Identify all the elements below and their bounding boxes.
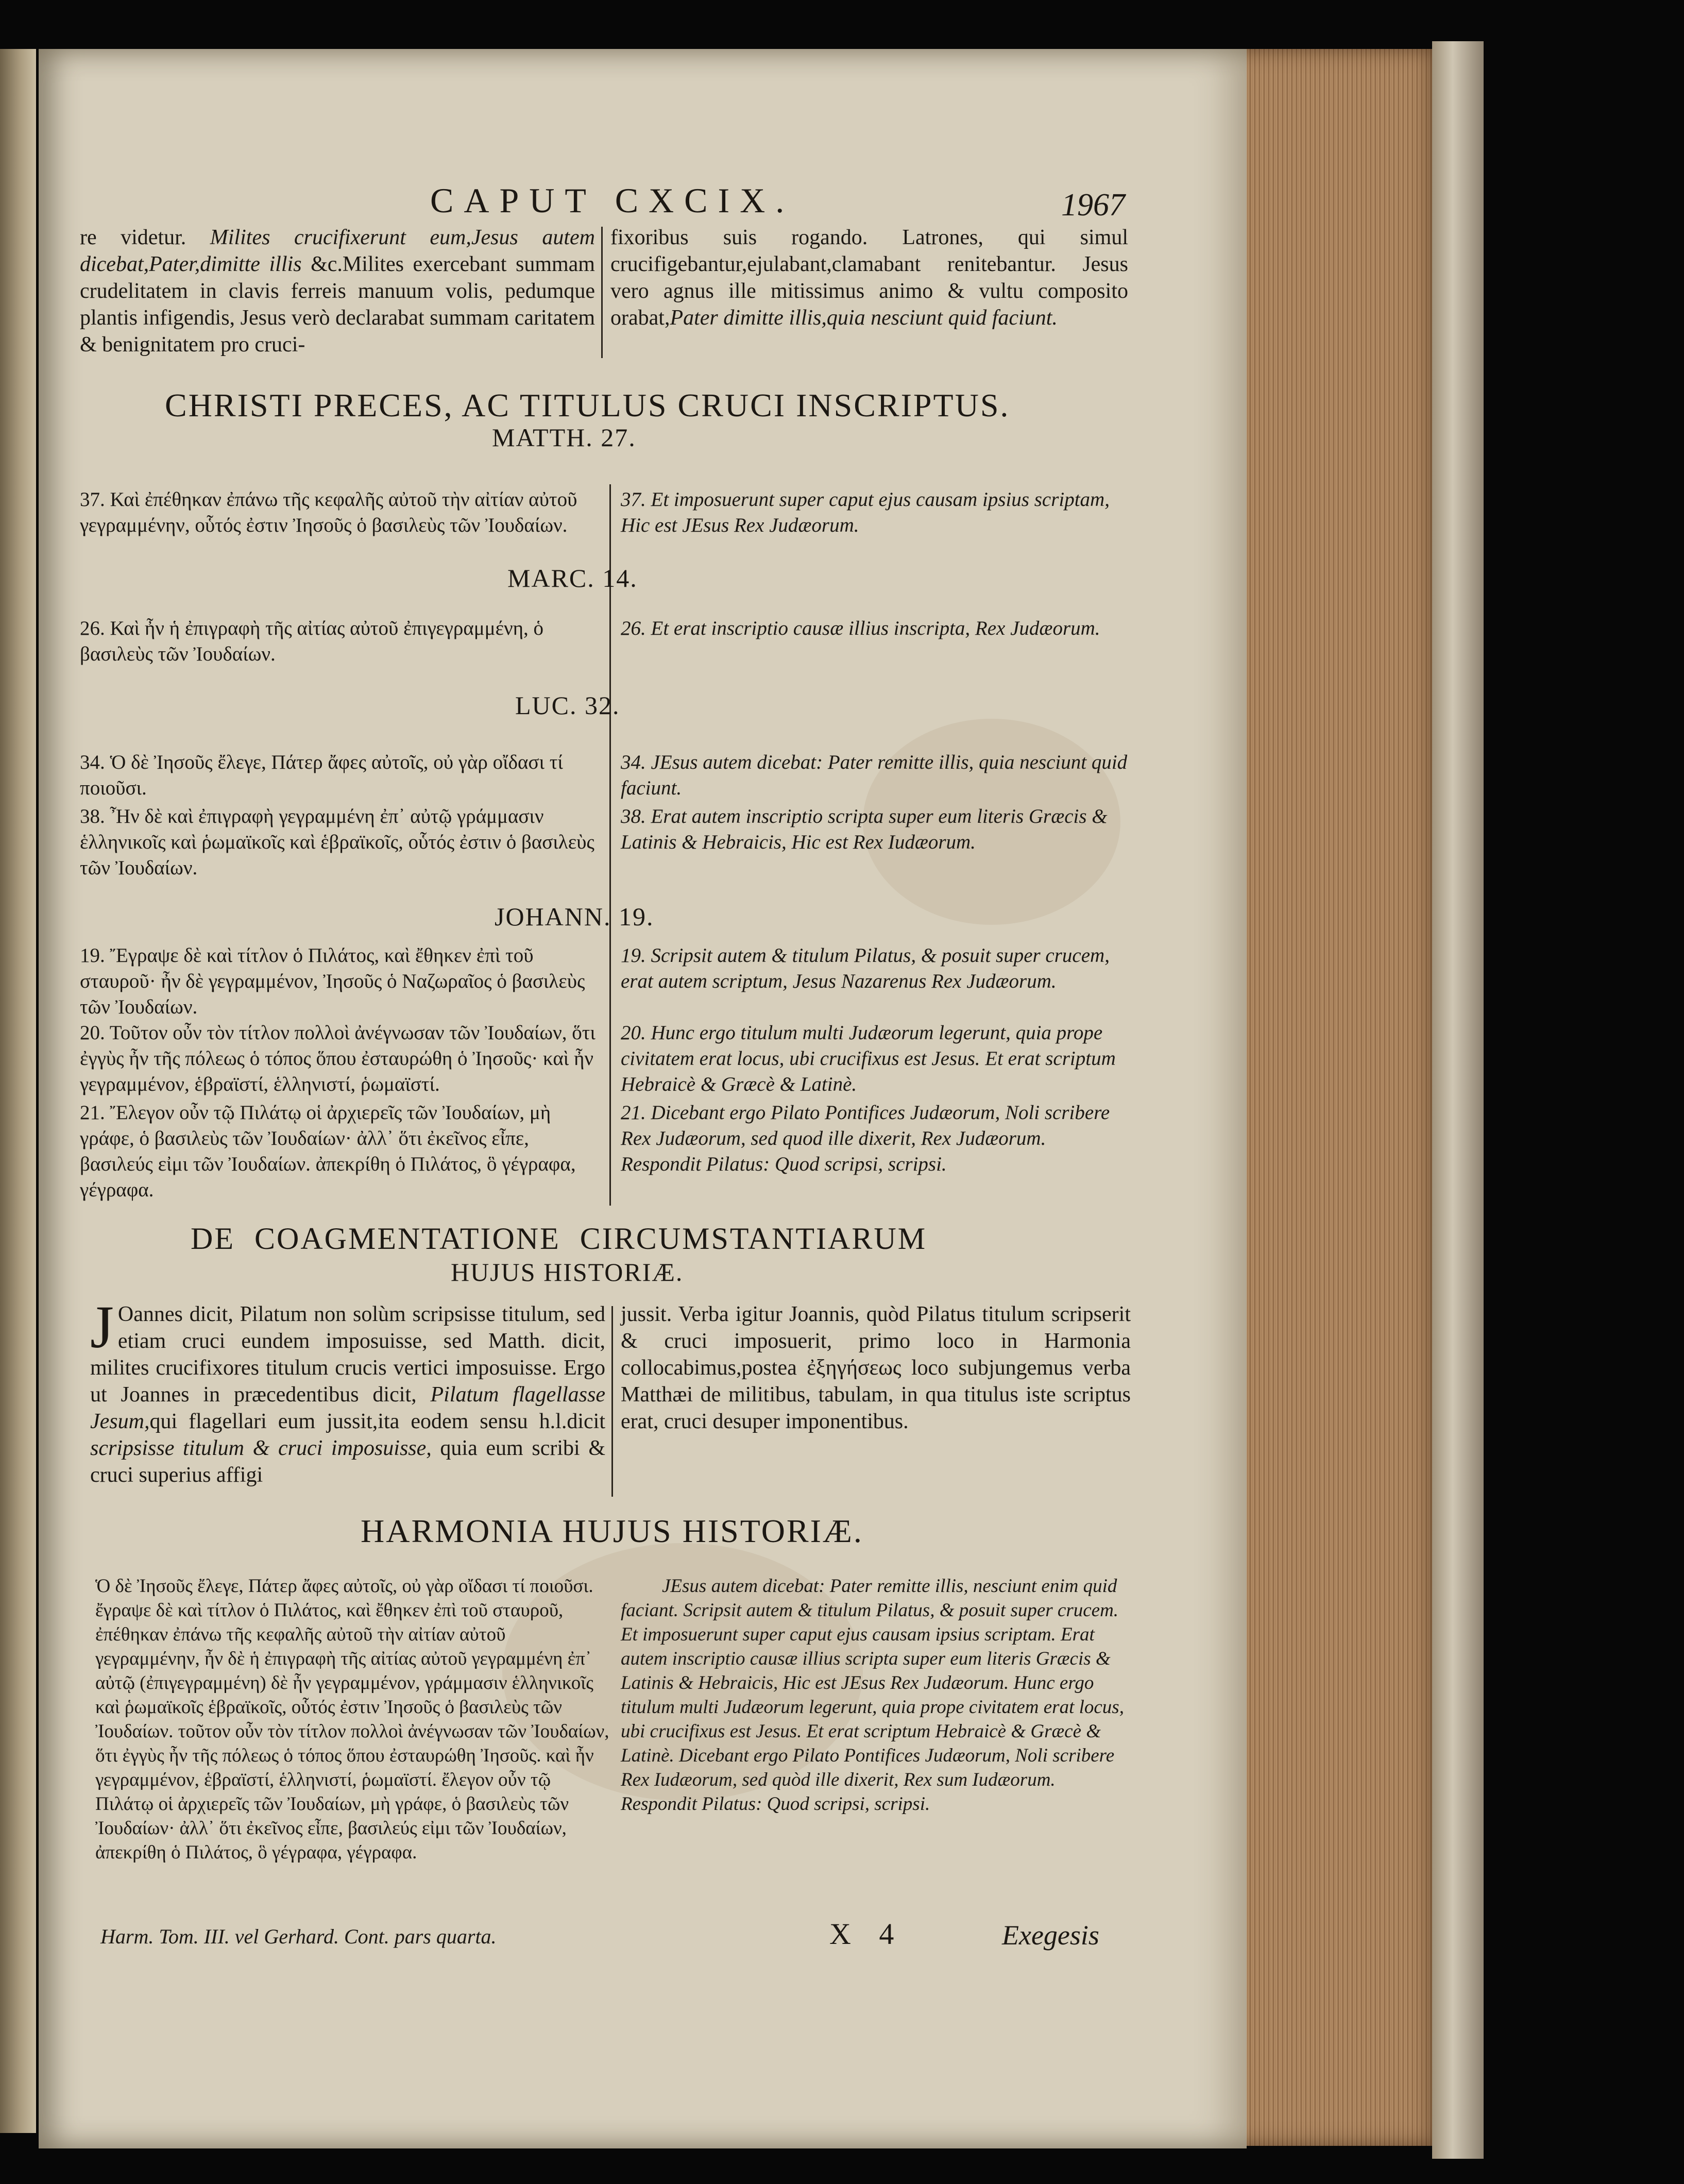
gospel-label-marc: MARC. 14. xyxy=(507,564,638,592)
greek-verse: 20. Τοῦτον οὖν τὸν τίτλον πολλοὶ ἀνέγνωσαν τῶν Ἰουδαίων, ὅτι ἐγγὺς ἦν τῆς πόλεως ὁ τόπος ὅπου ἐσταυρώθη ὁ Ἰησοῦς· καὶ ἦν γεγραμμένον, ἑβραϊστί, ἑλληνιστί, ῥωμαϊστί. xyxy=(80,1022,596,1095)
drop-cap: J xyxy=(90,1293,114,1361)
commentary-right-column: jussit. Verba igitur Joannis, quòd Pilatus titulum scripserit & cruci imposuerit, primo loco in Harmonia collocabimus,postea ἐξηγήσεως loco subjungemus verba Matthæi de militibus, tabulam, in qua titulus iste scriptus erat, cruci desuper imponentibus. xyxy=(621,1302,1131,1433)
section-subheading: HUJUS HISTORIÆ. xyxy=(451,1258,684,1286)
page-number: 1967 xyxy=(1061,188,1125,223)
gospel-label-matth: MATTH. 27. xyxy=(492,423,636,452)
latin-verse: 20. Hunc ergo titulum multi Judæorum legerunt, quia prope civitatem erat locus, ubi crucifixus est Jesus. Et erat scriptum Hebraicè & Græcè & Latinè. xyxy=(621,1022,1116,1095)
left-page-edge xyxy=(0,49,36,2133)
section-heading: HARMONIA HUJUS HISTORIÆ. xyxy=(361,1513,863,1549)
greek-verse: 19. Ἔγραψε δὲ καὶ τίτλον ὁ Πιλάτος, καὶ ἔθηκεν ἐπὶ τοῦ σταυροῦ· ἦν δὲ γεγραμμένον, Ἰησοῦς ὁ Ναζωραῖος ὁ βασιλεὺς τῶν Ἰουδαίων. xyxy=(80,944,585,1018)
running-head: CAPUT CXCIX. xyxy=(430,181,795,220)
greek-verse: 21. Ἔλεγον οὖν τῷ Πιλάτῳ οἱ ἀρχιερεῖς τῶν Ἰουδαίων, μὴ γράφε, ὁ βασιλεὺς τῶν Ἰουδαίων· ἀλλ᾽ ὅτι ἐκεῖνος εἶπε, βασιλεύς εἰμι τῶν Ἰουδαίων. ἀπεκρίθη ὁ Πιλάτος, ὃ γέγραφα, γέγραφα. xyxy=(80,1102,576,1201)
footer-note: Harm. Tom. III. vel Gerhard. Cont. pars quarta. xyxy=(100,1925,497,1948)
book-page xyxy=(39,49,1247,2148)
intro-right-column: fixoribus suis rogando. Latrones, qui simul crucifigebantur,ejulabant,clamabant renitebantur. Jesus vero agnus ille mitissimus animo & vultu composito orabat,Pater dimitte illis,quia nesciunt quid faciunt. xyxy=(610,226,1128,330)
section-heading: DE COAGMENTATIONE CIRCUMSTANTIARUM xyxy=(191,1222,927,1256)
gospel-label-luc: LUC. 32. xyxy=(515,691,620,720)
greek-verse: 38. Ἦν δὲ καὶ ἐπιγραφὴ γεγραμμένη ἐπ᾽ αὐτῷ γράμμασιν ἑλληνικοῖς καὶ ῥωμαϊκοῖς καὶ ἑβραϊκοῖς, οὗτός ἐστιν ὁ βασιλεὺς τῶν Ἰουδαίων. xyxy=(80,805,594,879)
intro-left-column: re videtur. Milites crucifixerunt eum,Jesus autem dicebat,Pater,dimitte illis &c.Milites exercebant summam crudelitatem in clavis ferreis manuum volis, pedumque plantis infigendis, Jesus verò declarabat summam caritatem & benignitatem pro cruci- xyxy=(80,226,595,357)
greek-verse: 37. Καὶ ἐπέθηκαν ἐπάνω τῆς κεφαλῆς αὐτοῦ τὴν αἰτίαν αὐτοῦ γεγραμμένην, οὗτός ἐστιν Ἰησοῦς ὁ βασιλεὺς τῶν Ἰουδαίων. xyxy=(80,488,577,536)
catchword: Exegesis xyxy=(1002,1920,1099,1951)
latin-verse: 21. Dicebant ergo Pilato Pontifices Judæorum, Noli scribere Rex Judæorum, sed quod ille dixerit, Rex Judæorum. Respondit Pilatus: Quod scripsi, scripsi. xyxy=(621,1102,1110,1175)
latin-verse: 37. Et imposuerunt super caput ejus causam ipsius scriptam, Hic est JEsus Rex Judæorum. xyxy=(621,488,1110,536)
harmony-greek: Ὁ δὲ Ἰησοῦς ἔλεγε, Πάτερ ἄφες αὐτοῖς, οὐ γὰρ οἴδασι τί ποιοῦσι. ἔγραψε δὲ καὶ τίτλον ὁ Πιλάτος, καὶ ἔθηκεν ἐπὶ τοῦ σταυροῦ, ἐπέθηκαν ἐπάνω τῆς κεφαλῆς αὐτοῦ τὴν αἰτίαν αὐτοῦ γεγραμμένην, ἦν δὲ ἡ ἐπιγραφὴ τῆς αἰτίας αὐτοῦ γεγραμμένη ἐπ᾽ αὐτῷ (ἐπιγεγραμμένη) δὲ ἦν γεγραμμένον, γράμμασιν ἑλληνικοῖς καὶ ῥωμαϊκοῖς ἑβραϊκοῖς, οὗτός ἐστιν Ἰησοῦς ὁ βασιλεὺς τῶν Ἰουδαίων. τοῦτον οὖν τὸν τίτλον πολλοὶ ἀνέγνωσαν τῶν Ἰουδαίων, ὅτι ἐγγὺς ἦν τῆς πόλεως ὁ τόπος ὅπου ἐσταυρώθη Ἰησοῦς. καὶ ἦν γεγραμμένον, ἑβραϊστί, ἑλληνιστί, ῥωμαϊστί. ἔλεγον οὖν τῷ Πιλάτῳ οἱ ἀρχιερεῖς τῶν Ἰουδαίων, μὴ γράφε, ὁ βασιλεὺς τῶν Ἰουδαίων· ἀλλ᾽ ὅτι ἐκεῖνος εἶπε, βασιλεύς εἰμι τῶν Ἰουδαίων, ἀπεκρίθη ὁ Πιλάτος, ὃ γέγραφα, γέγραφα. xyxy=(95,1576,609,1863)
gospel-label-johann: JOHANN. 19. xyxy=(495,902,654,931)
greek-verse: 26. Καὶ ἦν ἡ ἐπιγραφὴ τῆς αἰτίας αὐτοῦ ἐπιγεγραμμένη, ὁ βασιλεὺς τῶν Ἰουδαίων. xyxy=(80,617,543,665)
latin-verse: 26. Et erat inscriptio causæ illius inscripta, Rex Judæorum. xyxy=(621,617,1100,639)
column-rule xyxy=(611,1306,613,1497)
column-rule xyxy=(601,227,603,358)
latin-verse: 34. JEsus autem dicebat: Pater remitte illis, quia nesciunt quid faciunt. xyxy=(621,751,1128,799)
latin-verse: 38. Erat autem inscriptio scripta super eum literis Græcis & Latinis & Hebraicis, Hic est Rex Iudæorum. xyxy=(621,805,1108,853)
greek-verse: 34. Ὁ δὲ Ἰησοῦς ἔλεγε, Πάτερ ἄφες αὐτοῖς, οὐ γὰρ οἴδασι τί ποιοῦσι. xyxy=(80,751,563,799)
book-fore-edge xyxy=(1229,49,1432,2146)
signature-mark: X 4 xyxy=(829,1917,905,1951)
commentary-left-column: J Oannes dicit, Pilatum non solùm scripsisse titulum, sed etiam cruci eundem imposuisse, sed Matth. dicit, milites crucifixores titulum crucis vertici imposuisse. Ergo ut Joannes in præcedentibus dicit, Pilatum flagellasse Jesum,qui flagellari eum jussit,ita eodem sensu h.l.dicit scripsisse titulum & cruci imposuisse, quia eum scribi & cruci superius affigi xyxy=(90,1293,605,1487)
section-heading: CHRISTI PRECES, AC TITULUS CRUCI INSCRIPTUS. xyxy=(165,387,1010,424)
book-cover-edge xyxy=(1432,41,1484,2159)
latin-verse: 19. Scripsit autem & titulum Pilatus, & posuit super crucem, erat autem scriptum, Jesus Nazarenus Rex Judæorum. xyxy=(621,944,1110,992)
harmony-latin: JEsus autem dicebat: Pater remitte illis, nesciunt enim quid faciant. Scripsit autem & titulum Pilatus, & posuit super crucem. Et imposuerunt super caput ejus causam ipsius scriptam. Erat autem inscriptio causæ illius scripta super eum literis Græcis & Latinis & Hebraicis, Hic est JEsus Rex Judæorum. Hunc ergo titulum multi Judæorum legerunt, quia prope civitatem erat locus, ubi crucifixus est Jesus. Et erat scriptum Hebraicè & Græcè & Latinè. Dicebant ergo Pilato Pontifices Judæorum, Noli scribere Rex Iudæorum, sed quòd ille dixerit, Rex sum Iudæorum. Respondit Pilatus: Quod scripsi, scripsi. xyxy=(621,1576,1124,1815)
